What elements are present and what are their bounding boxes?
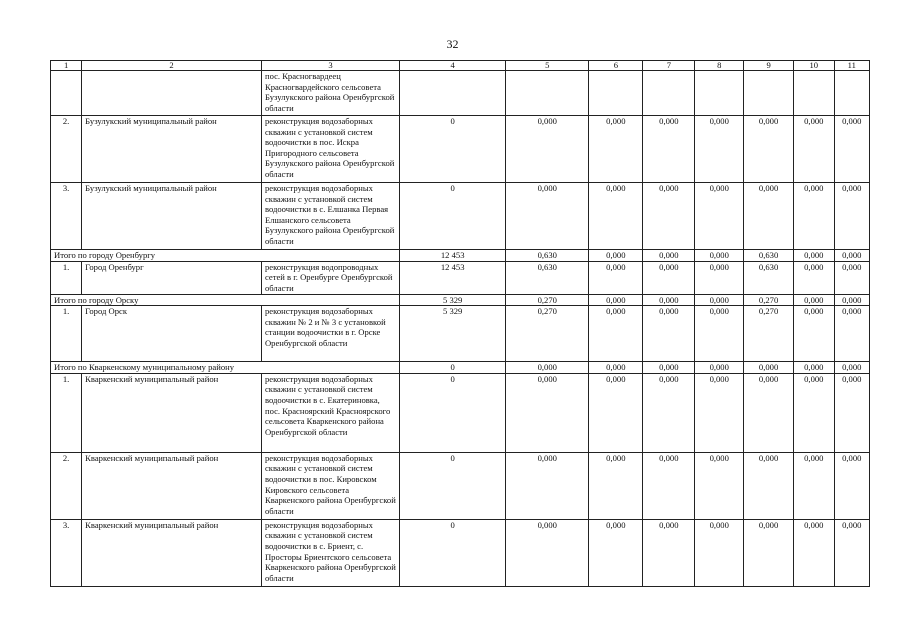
value-cell-col7: 0,000	[643, 261, 695, 294]
value-cell-col10: 0,000	[794, 362, 835, 374]
value-cell-col7: 0,000	[643, 250, 695, 262]
value-cell-col7: 0,000	[643, 519, 695, 586]
municipality-name: Город Орск	[82, 306, 262, 362]
column-header: 10	[794, 61, 835, 71]
column-header: 7	[643, 61, 695, 71]
value-cell-col11: 0,000	[834, 373, 869, 452]
value-cell-col4: 12 453	[400, 261, 506, 294]
row-number: 1.	[51, 261, 82, 294]
column-header: 2	[82, 61, 262, 71]
municipality-name: Кваркенский муниципальный район	[82, 452, 262, 519]
value-cell-col9: 0,630	[744, 261, 794, 294]
value-cell-col9: 0,000	[744, 116, 794, 183]
project-description: реконструкция водозаборных скважин с установкой систем водоочистки в пос. Кировском Кировского сельсовета Кваркенского района Оренбургской области	[261, 452, 399, 519]
table-row	[51, 183, 870, 250]
municipality-name	[82, 71, 262, 116]
municipality-name: Кваркенский муниципальный район	[82, 519, 262, 586]
value-cell-col5: 0,000	[506, 362, 589, 374]
column-header: 3	[261, 61, 399, 71]
value-cell-col5: 0,000	[506, 116, 589, 183]
value-cell-col10: 0,000	[794, 519, 835, 586]
value-cell-col6: 0,000	[589, 519, 643, 586]
table-row	[51, 306, 870, 362]
value-cell-col10: 0,000	[794, 261, 835, 294]
row-number	[51, 71, 82, 116]
value-cell-col11: 0,000	[834, 250, 869, 262]
value-cell-col6: 0,000	[589, 373, 643, 452]
municipality-name: Бузулукский муниципальный район	[82, 116, 262, 183]
subtotal-row	[51, 250, 870, 262]
municipality-name: Город Оренбург	[82, 261, 262, 294]
value-cell-col5: 0,630	[506, 250, 589, 262]
value-cell-col5: 0,270	[506, 294, 589, 306]
value-cell-col9: 0,000	[744, 519, 794, 586]
value-cell-col7: 0,000	[643, 294, 695, 306]
column-header: 8	[695, 61, 744, 71]
column-number-header	[51, 61, 870, 71]
value-cell-col9: 0,270	[744, 294, 794, 306]
project-description: реконструкция водозаборных скважин с установкой систем водоочистки в пос. Искра Пригородного сельсовета Бузулукского района Оренбургской области	[261, 116, 399, 183]
value-cell-col6: 0,000	[589, 183, 643, 250]
row-number: 3.	[51, 519, 82, 586]
table-row	[51, 116, 870, 183]
value-cell-col11	[834, 71, 869, 116]
value-cell-col4: 0	[400, 519, 506, 586]
value-cell-col8: 0,000	[695, 452, 744, 519]
project-description: пос. Красногвардеец Красногвардейского сельсовета Бузулукского района Оренбургской области	[261, 71, 399, 116]
value-cell-col4: 0	[400, 373, 506, 452]
value-cell-col11: 0,000	[834, 519, 869, 586]
row-number: 2.	[51, 452, 82, 519]
project-description: реконструкция водозаборных скважин с установкой систем водоочистки в с. Бриент, с. Просторы Бриентского сельсовета Кваркенского района Оренбургской области	[261, 519, 399, 586]
subtotal-row	[51, 362, 870, 374]
project-description: реконструкция водозаборных скважин № 2 и № 3 с установкой станции водоочистки в г. Орске Оренбургской области	[261, 306, 399, 362]
subtotal-row	[51, 294, 870, 306]
value-cell-col6: 0,000	[589, 294, 643, 306]
value-cell-col5	[506, 71, 589, 116]
value-cell-col10: 0,000	[794, 294, 835, 306]
value-cell-col8: 0,000	[695, 261, 744, 294]
value-cell-col8: 0,000	[695, 373, 744, 452]
value-cell-col5: 0,000	[506, 373, 589, 452]
value-cell-col5: 0,630	[506, 261, 589, 294]
table-row	[51, 71, 870, 116]
column-header: 5	[506, 61, 589, 71]
value-cell-col4: 0	[400, 116, 506, 183]
value-cell-col10: 0,000	[794, 250, 835, 262]
subtotal-label: Итого по городу Оренбургу	[51, 250, 400, 262]
value-cell-col11: 0,000	[834, 306, 869, 362]
value-cell-col9: 0,000	[744, 452, 794, 519]
table-row	[51, 261, 870, 294]
value-cell-col11: 0,000	[834, 452, 869, 519]
column-header: 9	[744, 61, 794, 71]
investment-table	[50, 60, 870, 587]
value-cell-col8: 0,000	[695, 294, 744, 306]
value-cell-col9	[744, 71, 794, 116]
value-cell-col6: 0,000	[589, 306, 643, 362]
value-cell-col7: 0,000	[643, 183, 695, 250]
page-number: 32	[446, 37, 459, 51]
value-cell-col5: 0,000	[506, 452, 589, 519]
value-cell-col9: 0,630	[744, 250, 794, 262]
value-cell-col10: 0,000	[794, 452, 835, 519]
value-cell-col11: 0,000	[834, 362, 869, 374]
project-description: реконструкция водозаборных скважин с установкой систем водоочистки в с. Елшанка Первая Елшанского сельсовета Бузулукского района Оренбургской области	[261, 183, 399, 250]
municipality-name: Бузулукский муниципальный район	[82, 183, 262, 250]
value-cell-col9: 0,000	[744, 373, 794, 452]
row-number: 1.	[51, 373, 82, 452]
project-description: реконструкция водозаборных скважин с установкой систем водоочистки в с. Екатериновка, пос. Красноярский Красноярского сельсовета Кваркенского района Оренбургской области	[261, 373, 399, 452]
value-cell-col9: 0,270	[744, 306, 794, 362]
project-description: реконструкция водопроводных сетей в г. Оренбурге Оренбургской области	[261, 261, 399, 294]
value-cell-col10	[794, 71, 835, 116]
value-cell-col10: 0,000	[794, 306, 835, 362]
value-cell-col5: 0,270	[506, 306, 589, 362]
value-cell-col11: 0,000	[834, 116, 869, 183]
value-cell-col11: 0,000	[834, 261, 869, 294]
value-cell-col4: 12 453	[400, 250, 506, 262]
value-cell-col8: 0,000	[695, 519, 744, 586]
row-number: 3.	[51, 183, 82, 250]
value-cell-col9: 0,000	[744, 362, 794, 374]
row-number: 2.	[51, 116, 82, 183]
column-header: 1	[51, 61, 82, 71]
municipality-name: Кваркенский муниципальный район	[82, 373, 262, 452]
value-cell-col4: 0	[400, 362, 506, 374]
column-header: 4	[400, 61, 506, 71]
column-header: 11	[834, 61, 869, 71]
value-cell-col7: 0,000	[643, 306, 695, 362]
value-cell-col4: 5 329	[400, 306, 506, 362]
value-cell-col6	[589, 71, 643, 116]
subtotal-label: Итого по Кваркенскому муниципальному району	[51, 362, 400, 374]
value-cell-col6: 0,000	[589, 116, 643, 183]
value-cell-col4	[400, 71, 506, 116]
value-cell-col7: 0,000	[643, 373, 695, 452]
value-cell-col10: 0,000	[794, 116, 835, 183]
subtotal-label: Итого по городу Орску	[51, 294, 400, 306]
column-header: 6	[589, 61, 643, 71]
value-cell-col8: 0,000	[695, 306, 744, 362]
table-row	[51, 519, 870, 586]
value-cell-col7: 0,000	[643, 362, 695, 374]
value-cell-col8: 0,000	[695, 183, 744, 250]
value-cell-col10: 0,000	[794, 183, 835, 250]
value-cell-col4: 0	[400, 183, 506, 250]
value-cell-col9: 0,000	[744, 183, 794, 250]
table-row	[51, 373, 870, 452]
value-cell-col8: 0,000	[695, 362, 744, 374]
value-cell-col6: 0,000	[589, 261, 643, 294]
value-cell-col4: 5 329	[400, 294, 506, 306]
value-cell-col4: 0	[400, 452, 506, 519]
value-cell-col5: 0,000	[506, 519, 589, 586]
value-cell-col8	[695, 71, 744, 116]
row-number: 1.	[51, 306, 82, 362]
value-cell-col6: 0,000	[589, 362, 643, 374]
value-cell-col7	[643, 71, 695, 116]
value-cell-col6: 0,000	[589, 452, 643, 519]
value-cell-col11: 0,000	[834, 294, 869, 306]
value-cell-col10: 0,000	[794, 373, 835, 452]
value-cell-col8: 0,000	[695, 250, 744, 262]
value-cell-col11: 0,000	[834, 183, 869, 250]
value-cell-col5: 0,000	[506, 183, 589, 250]
value-cell-col6: 0,000	[589, 250, 643, 262]
table-row	[51, 452, 870, 519]
value-cell-col8: 0,000	[695, 116, 744, 183]
value-cell-col7: 0,000	[643, 116, 695, 183]
value-cell-col7: 0,000	[643, 452, 695, 519]
